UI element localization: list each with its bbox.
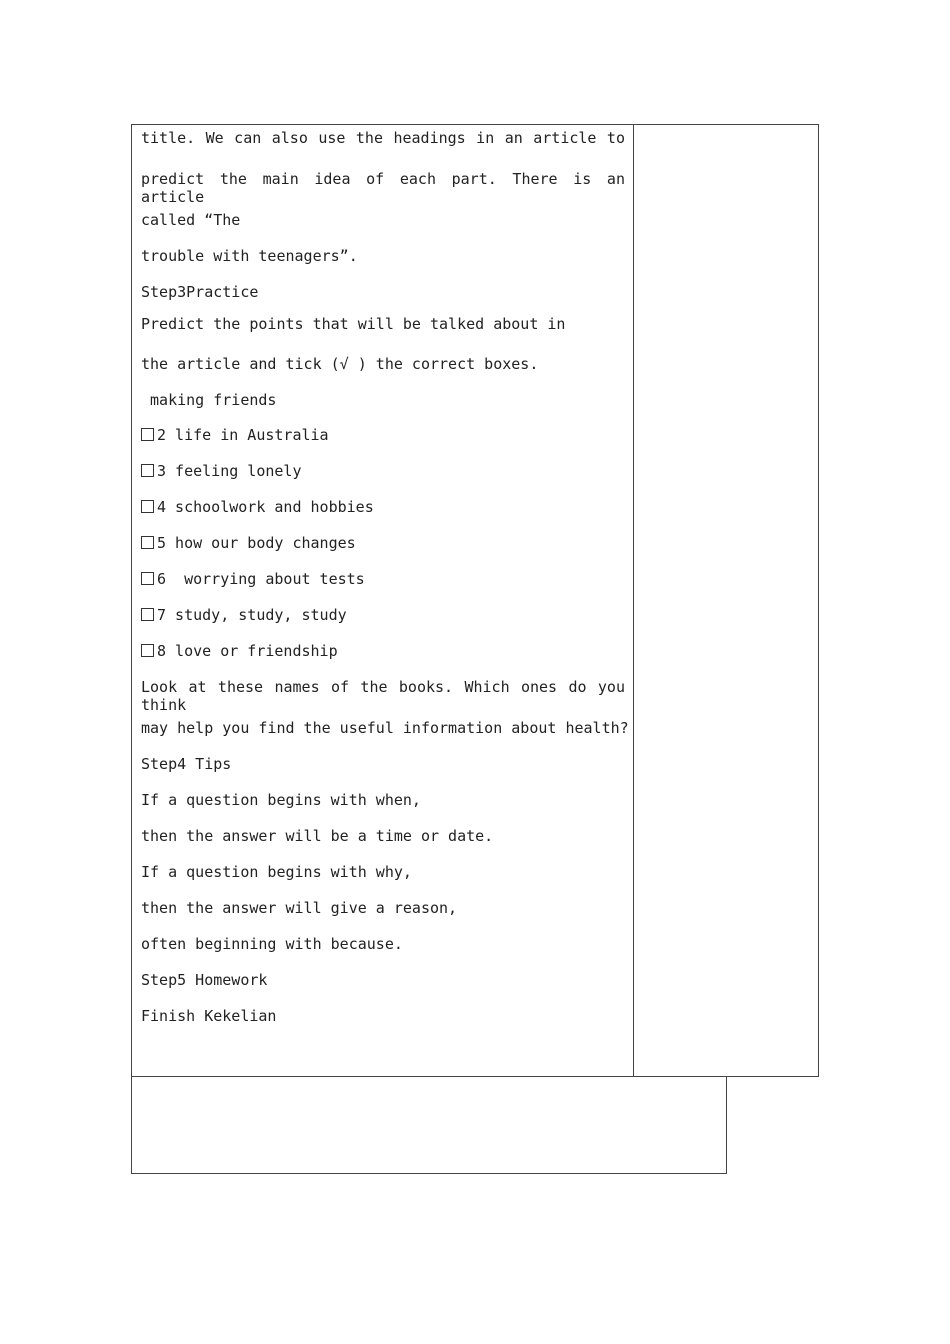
- checkbox-item: [141, 534, 356, 552]
- text-line: Look at these names of the books. Which ones do you think: [141, 678, 625, 714]
- checkbox-item: [141, 606, 347, 624]
- text-line: Predict the points that will be talked about in: [141, 315, 566, 333]
- step-heading: Step5 Homework: [141, 971, 268, 989]
- checkbox-item: [141, 498, 374, 516]
- checkbox-icon: [141, 428, 154, 441]
- column-divider: [633, 124, 634, 1077]
- text-line: trouble with teenagers”.: [141, 247, 358, 265]
- list-item: making friends: [141, 391, 277, 409]
- checkbox-label: 5 how our body changes: [157, 534, 356, 552]
- checkbox-icon: [141, 464, 154, 477]
- step-heading: Step4 Tips: [141, 755, 232, 773]
- checkbox-label: 6 worrying about tests: [157, 570, 365, 588]
- checkbox-item: [141, 426, 329, 444]
- text-line: may help you find the useful information about health?: [141, 719, 629, 737]
- checkbox-item: [141, 642, 338, 660]
- text-line: then the answer will be a time or date.: [141, 827, 494, 845]
- checkbox-label: 2 life in Australia: [157, 426, 329, 444]
- text-line: often beginning with because.: [141, 935, 403, 953]
- checkbox-item: [141, 570, 365, 588]
- checkbox-label: 8 love or friendship: [157, 642, 338, 660]
- checkbox-icon: [141, 572, 154, 585]
- checkbox-icon: [141, 500, 154, 513]
- text-line: title. We can also use the headings in an article to: [141, 129, 625, 147]
- notes-box: [131, 1076, 727, 1174]
- checkbox-label: 4 schoolwork and hobbies: [157, 498, 374, 516]
- text-line: If a question begins with when,: [141, 791, 421, 809]
- text-line: called “The: [141, 211, 241, 229]
- checkbox-label: 3 feeling lonely: [157, 462, 302, 480]
- checkbox-icon: [141, 644, 154, 657]
- text-line: then the answer will give a reason,: [141, 899, 458, 917]
- checkbox-icon: [141, 536, 154, 549]
- text-line: If a question begins with why,: [141, 863, 412, 881]
- checkbox-icon: [141, 608, 154, 621]
- text-line: Finish Kekelian: [141, 1007, 277, 1025]
- text-line: the article and tick (√ ) the correct boxes.: [141, 355, 539, 373]
- checkbox-item: [141, 462, 302, 480]
- checkbox-label: 7 study, study, study: [157, 606, 347, 624]
- text-line: predict the main idea of each part. There is an article: [141, 170, 625, 206]
- step-heading: Step3Practice: [141, 283, 259, 301]
